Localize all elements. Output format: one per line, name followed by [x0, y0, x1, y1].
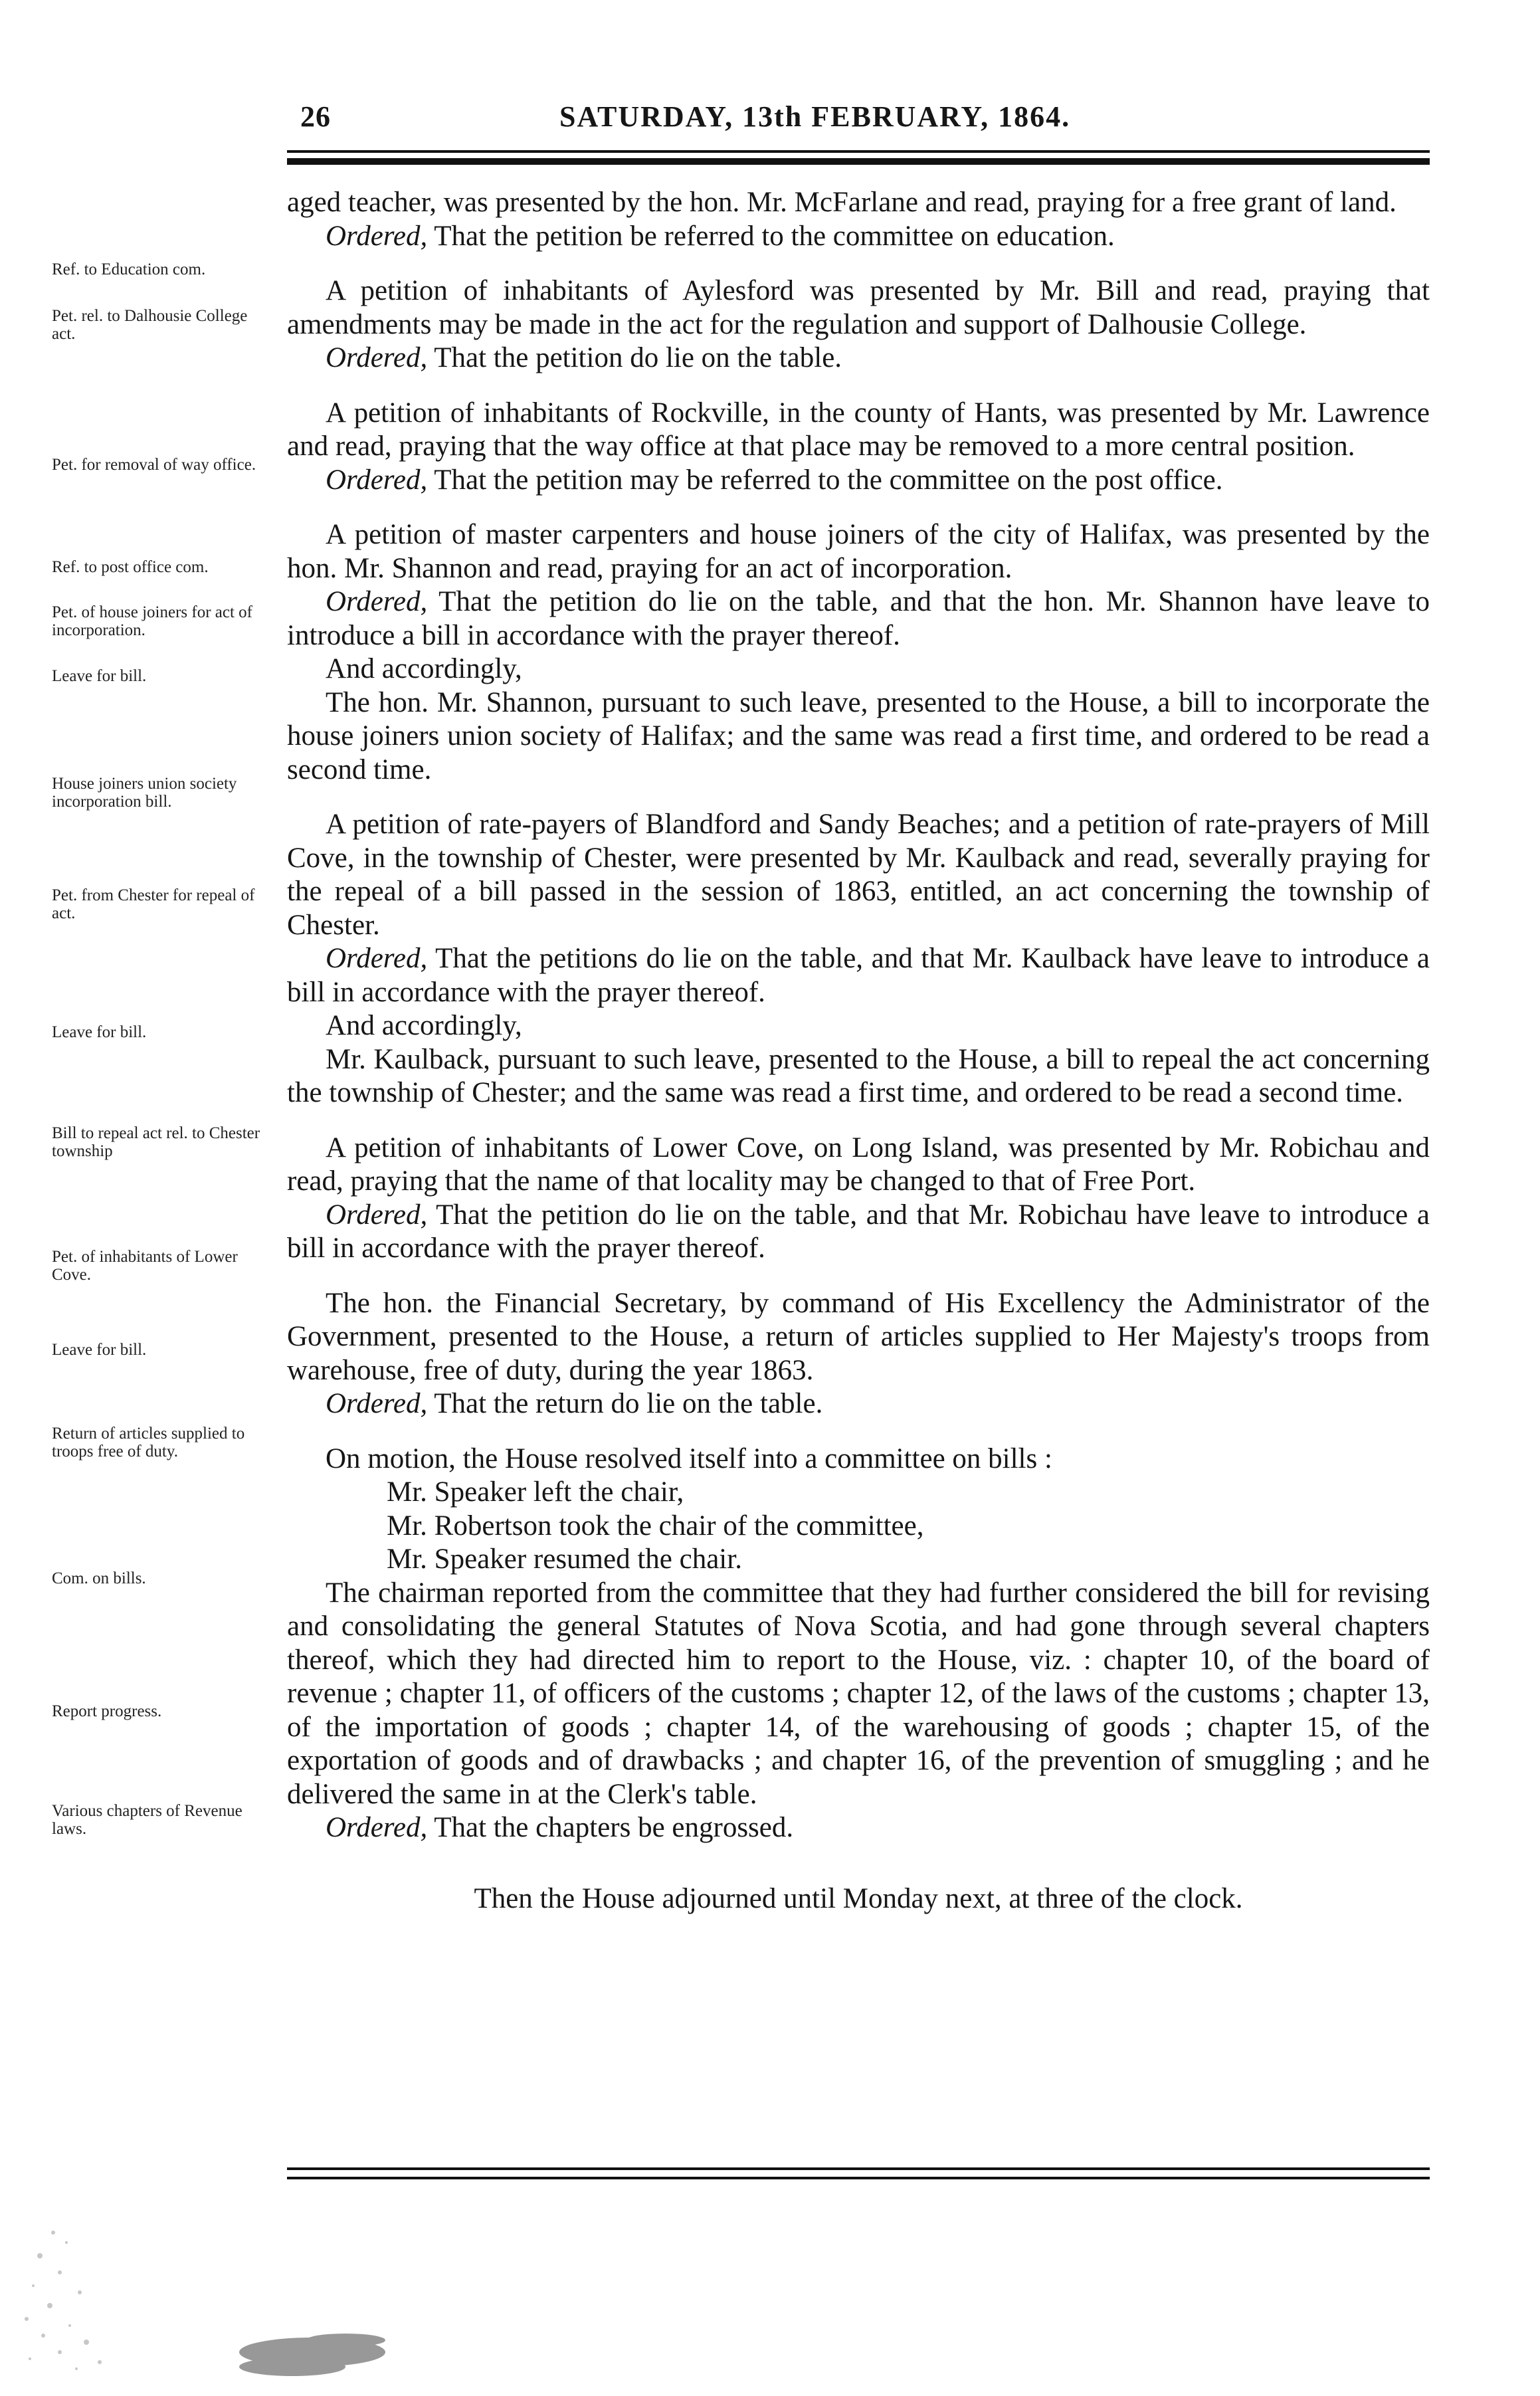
order-text: That the petitions do lie on the table, and that Mr. Kaulback have leave to introduce a bill in accordance with the prayer thereof.	[287, 943, 1430, 1008]
paragraph: Mr. Speaker resumed the chair.	[387, 1544, 742, 1575]
margin-note: Ref. to post office com.	[52, 558, 209, 576]
order-paragraph	[287, 942, 1430, 1009]
order-paragraph	[287, 1387, 1430, 1421]
paragraph: A petition of inhabitants of Rockville, in the county of Hants, was presented by Mr. Lawrence and read, praying that the way office at that place may be removed to a more central position.	[287, 397, 1430, 462]
order-text: That the petition do lie on the table, and that the hon. Mr. Shannon have leave to introduce a bill in accordance with the prayer thereof.	[287, 586, 1430, 651]
footer-double-rule	[287, 2167, 1430, 2179]
ordered-label: Ordered,	[326, 943, 428, 974]
order-paragraph	[287, 1199, 1430, 1266]
paragraph: The chairman reported from the committee that they had further considered the bill for revising and consolidating the general Statutes of Nova Scotia, and had gone through several chapters thereof, which they had directed him to report to the House, viz. : chapter 10, of the board of revenue ; chapter 11, of officers of the customs ; chapter 12, of the laws of the customs ; chapter 13, of the importation of goods ; chapter 14, of the warehousing of goods ; chapter 15, of the exportation of goods and of drawbacks ; and chapter 16, of the prevention of smuggling ; and he delivered the same in at the Clerk's table.	[287, 1577, 1430, 1810]
margin-note: Leave for bill.	[52, 667, 147, 685]
paragraph: A petition of master carpenters and house joiners of the city of Halifax, was presented by the hon. Mr. Shannon and read, praying for an act of incorporation.	[287, 519, 1430, 584]
margin-note: House joiners union society incorporation bill.	[52, 775, 237, 811]
ordered-label: Ordered,	[326, 1812, 428, 1843]
header-double-rule	[287, 150, 1430, 165]
margin-note: Leave for bill.	[52, 1023, 147, 1041]
order-paragraph	[287, 585, 1430, 652]
order-text: That the petition may be referred to the committee on the post office.	[434, 464, 1223, 496]
paragraph: A petition of rate-payers of Blandford and Sandy Beaches; and a petition of rate-prayers of Mill Cove, in the township of Chester, were presented by Mr. Kaulback and read, severally praying for the repeal of a bill passed in the session of 1863, entitled, an act concerning the township of Chester.	[287, 809, 1430, 941]
margin-note: Leave for bill.	[52, 1341, 147, 1359]
paragraph: On motion, the House resolved itself into a committee on bills :	[326, 1443, 1052, 1474]
margin-note: Ref. to Education com.	[52, 260, 206, 278]
paragraph: A petition of inhabitants of Lower Cove, on Long Island, was presented by Mr. Robichau and read, praying that the name of that locality may be changed to that of Free Port.	[287, 1132, 1430, 1197]
paragraph: And accordingly,	[326, 653, 522, 684]
paragraph: And accordingly,	[326, 1010, 522, 1041]
scan-smudge-graphic	[13, 2193, 425, 2392]
ordered-label: Ordered,	[326, 464, 428, 496]
page-header	[287, 93, 1430, 136]
page-number: 26	[300, 100, 331, 133]
order-paragraph	[287, 220, 1430, 254]
margin-note: Com. on bills.	[52, 1569, 146, 1587]
margin-note: Bill to repeal act rel. to Chester township	[52, 1124, 260, 1160]
order-text: That the petition be referred to the committee on education.	[434, 220, 1115, 252]
adjournment-line: Then the House adjourned until Monday next, at three of the clock.	[474, 1882, 1243, 1914]
margin-note: Return of articles supplied to troops free of duty.	[52, 1425, 245, 1460]
paragraph: The hon. Mr. Shannon, pursuant to such leave, presented to the House, a bill to incorporate the house joiners union society of Halifax; and the same was read a first time, and ordered to be read a second time.	[287, 686, 1430, 785]
ordered-label: Ordered,	[326, 342, 428, 373]
margin-note: Pet. of house joiners for act of incorporation.	[52, 603, 253, 639]
order-paragraph	[287, 342, 1430, 375]
paragraph: A petition of inhabitants of Aylesford was presented by Mr. Bill and read, praying that amendments may be made in the act for the regulation and support of Dalhousie College.	[287, 275, 1430, 340]
margin-note: Pet. for removal of way office.	[52, 456, 256, 474]
order-text: That the petition do lie on the table, and that Mr. Robichau have leave to introduce a bill in accordance with the prayer thereof.	[287, 1199, 1430, 1264]
order-paragraph	[287, 464, 1430, 498]
paragraph: Mr. Speaker left the chair,	[387, 1476, 684, 1508]
margin-note: Various chapters of Revenue laws.	[52, 1802, 242, 1838]
journal-body	[287, 186, 1430, 1916]
order-text: That the return do lie on the table.	[434, 1388, 823, 1419]
page-date-heading: SATURDAY, 13th FEBRUARY, 1864.	[559, 100, 1071, 133]
ordered-label: Ordered,	[326, 1199, 428, 1231]
margin-note: Pet. rel. to Dalhousie College act.	[52, 307, 248, 343]
order-text: That the petition do lie on the table.	[434, 342, 842, 373]
paragraph: aged teacher, was presented by the hon. Mr. McFarlane and read, praying for a free grant of land.	[287, 187, 1396, 218]
ordered-label: Ordered,	[326, 1388, 428, 1419]
paragraph: Mr. Kaulback, pursuant to such leave, presented to the House, a bill to repeal the act concerning the township of Chester; and the same was read a first time, and ordered to be read a second time.	[287, 1043, 1430, 1108]
paragraph: Mr. Robertson took the chair of the committee,	[387, 1510, 924, 1542]
margin-note: Pet. from Chester for repeal of act.	[52, 886, 255, 922]
order-text: That the chapters be engrossed.	[434, 1812, 794, 1843]
margin-note: Pet. of inhabitants of Lower Cove.	[52, 1248, 238, 1284]
ordered-label: Ordered,	[326, 586, 428, 617]
margin-note: Report progress.	[52, 1702, 162, 1720]
order-paragraph	[287, 1811, 1430, 1845]
ordered-label: Ordered,	[326, 220, 428, 252]
paragraph: The hon. the Financial Secretary, by command of His Excellency the Administrator of the Government, presented to the House, a return of articles supplied to Her Majesty's troops from warehouse, free of duty, during the year 1863.	[287, 1287, 1430, 1386]
